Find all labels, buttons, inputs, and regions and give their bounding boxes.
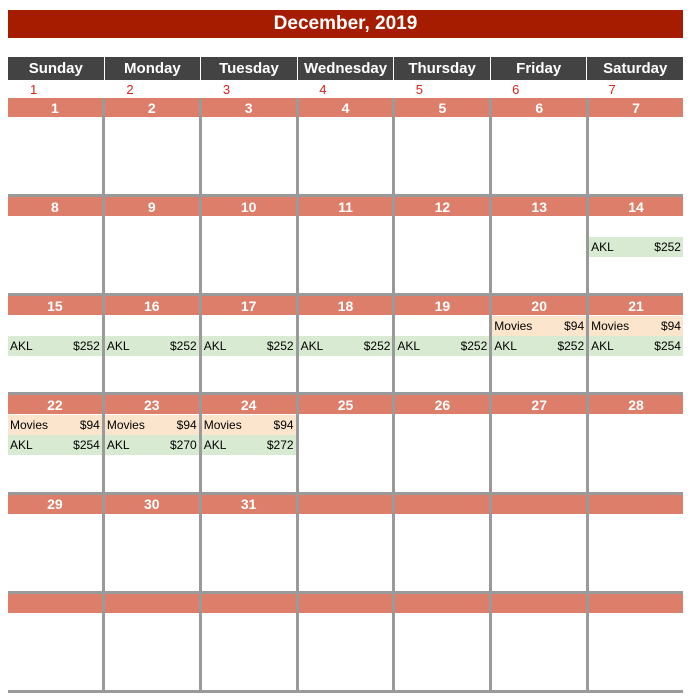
event-amount: $94	[176, 418, 197, 433]
day-number: 18	[299, 296, 393, 315]
column-index: 2	[126, 82, 134, 97]
event-label: Movies	[106, 418, 145, 433]
event-label: Movies	[494, 319, 533, 334]
day-cell[interactable]	[8, 197, 102, 293]
day-cell[interactable]	[395, 197, 489, 293]
day-cell[interactable]	[395, 395, 489, 491]
day-number	[492, 495, 586, 514]
event-movies[interactable]	[202, 415, 296, 435]
day-cell[interactable]	[202, 197, 296, 293]
day-number: 22	[8, 395, 102, 414]
day-number: 8	[8, 197, 102, 216]
event-amount: $252	[170, 339, 197, 354]
calendar-title: December, 2019	[8, 10, 683, 38]
day-cell[interactable]	[105, 395, 199, 491]
column-index: 4	[319, 82, 327, 97]
column-index: 6	[512, 82, 520, 97]
day-number	[589, 594, 683, 613]
day-cell[interactable]	[299, 296, 393, 392]
event-amount: $252	[460, 339, 488, 354]
day-cell[interactable]	[395, 296, 489, 392]
day-number: 24	[202, 395, 296, 414]
day-number: 16	[105, 296, 199, 315]
day-cell[interactable]	[299, 495, 393, 591]
day-cell[interactable]	[8, 594, 102, 690]
day-cell[interactable]	[105, 495, 199, 591]
day-number: 6	[492, 98, 586, 117]
day-cell[interactable]	[492, 98, 586, 194]
day-number: 2	[105, 98, 199, 117]
weekday-sunday: Sunday	[8, 57, 104, 80]
event-label: AKL	[300, 339, 324, 354]
event-amount: $94	[660, 319, 681, 334]
day-cell[interactable]	[395, 98, 489, 194]
day-number: 23	[105, 395, 199, 414]
column-index-row	[8, 82, 683, 98]
event-amount: $252	[73, 339, 100, 354]
event-label: Movies	[10, 418, 49, 433]
event-akl[interactable]	[202, 435, 296, 455]
event-amount: $272	[266, 438, 294, 453]
day-cell[interactable]	[202, 395, 296, 491]
day-number: 4	[299, 98, 393, 117]
day-number: 15	[8, 296, 102, 315]
day-cell[interactable]	[202, 296, 296, 392]
day-cell[interactable]	[395, 495, 489, 591]
column-index: 1	[30, 82, 38, 97]
day-cell[interactable]	[492, 594, 586, 690]
day-cell[interactable]	[105, 296, 199, 392]
weekday-friday: Friday	[491, 57, 587, 80]
day-number: 10	[202, 197, 296, 216]
event-akl[interactable]	[589, 237, 683, 257]
weekday-saturday: Saturday	[587, 57, 683, 80]
day-number	[395, 495, 489, 514]
weekday-thursday: Thursday	[394, 57, 490, 80]
event-amount: $252	[557, 339, 585, 354]
day-cell[interactable]	[589, 495, 683, 591]
column-index: 7	[608, 82, 616, 97]
event-label: AKL	[203, 339, 227, 354]
day-cell[interactable]	[395, 594, 489, 690]
day-cell[interactable]	[299, 395, 393, 491]
weekday-tuesday: Tuesday	[201, 57, 297, 80]
weekday-wednesday: Wednesday	[298, 57, 394, 80]
event-label: AKL	[106, 339, 130, 354]
event-amount: $252	[654, 240, 681, 255]
day-cell[interactable]	[492, 495, 586, 591]
day-number: 19	[395, 296, 489, 315]
day-number: 14	[589, 197, 683, 216]
event-akl[interactable]	[202, 336, 296, 356]
day-number: 9	[105, 197, 199, 216]
day-number: 29	[8, 495, 102, 514]
event-akl[interactable]	[105, 336, 199, 356]
event-label: AKL	[10, 438, 33, 453]
day-cell[interactable]	[589, 296, 683, 392]
day-cell[interactable]	[589, 98, 683, 194]
event-label: AKL	[591, 240, 614, 255]
event-akl[interactable]	[105, 435, 199, 455]
event-movies[interactable]	[492, 316, 586, 336]
event-amount: $252	[266, 339, 294, 354]
day-number: 21	[589, 296, 683, 315]
column-index: 5	[415, 82, 423, 97]
day-number	[395, 594, 489, 613]
day-cell[interactable]	[8, 296, 102, 392]
day-number: 31	[202, 495, 296, 514]
day-cell[interactable]	[8, 395, 102, 491]
day-cell[interactable]	[105, 197, 199, 293]
event-amount: $94	[79, 418, 100, 433]
day-cell[interactable]	[492, 296, 586, 392]
day-cell[interactable]	[105, 98, 199, 194]
day-number	[589, 495, 683, 514]
day-cell[interactable]	[492, 395, 586, 491]
event-akl[interactable]	[492, 336, 586, 356]
day-cell[interactable]	[202, 594, 296, 690]
day-cell[interactable]	[299, 594, 393, 690]
column-index: 3	[222, 82, 231, 97]
day-number	[202, 594, 296, 613]
event-akl[interactable]	[589, 336, 683, 356]
day-number: 30	[105, 495, 199, 514]
day-number: 26	[395, 395, 489, 414]
event-amount: $94	[273, 418, 294, 433]
event-label: AKL	[397, 339, 421, 354]
day-number	[492, 594, 586, 613]
event-label: Movies	[591, 319, 630, 334]
event-amount: $94	[564, 319, 585, 334]
weekday-header-row	[8, 57, 683, 80]
day-number: 25	[299, 395, 393, 414]
event-movies[interactable]	[8, 415, 102, 435]
event-akl[interactable]	[8, 336, 102, 356]
event-label: AKL	[494, 339, 517, 354]
day-number: 3	[202, 98, 296, 117]
day-number: 11	[299, 197, 393, 216]
event-label: AKL	[10, 339, 33, 354]
day-cell[interactable]	[589, 197, 683, 293]
day-number: 12	[395, 197, 489, 216]
day-number: 5	[395, 98, 489, 117]
day-number: 17	[202, 296, 296, 315]
event-label: AKL	[591, 339, 614, 354]
event-akl[interactable]	[395, 336, 489, 356]
day-number: 20	[492, 296, 586, 315]
event-amount: $252	[363, 339, 391, 354]
calendar-grid	[8, 98, 683, 693]
day-number: 1	[8, 98, 102, 117]
event-movies[interactable]	[589, 316, 683, 336]
day-cell[interactable]	[202, 495, 296, 591]
day-number	[299, 495, 393, 514]
day-cell[interactable]	[299, 197, 393, 293]
weekday-monday: Monday	[105, 57, 201, 80]
day-number: 27	[492, 395, 586, 414]
event-amount: $254	[73, 438, 100, 453]
day-cell[interactable]	[202, 98, 296, 194]
event-label: Movies	[203, 418, 242, 433]
day-number	[8, 594, 102, 613]
event-label: AKL	[106, 438, 130, 453]
day-number	[105, 594, 199, 613]
day-cell[interactable]	[299, 98, 393, 194]
day-number: 7	[589, 98, 683, 117]
event-akl[interactable]	[8, 435, 102, 455]
day-number: 28	[589, 395, 683, 414]
day-cell[interactable]	[8, 495, 102, 591]
event-label: AKL	[203, 438, 227, 453]
day-number	[299, 594, 393, 613]
day-cell[interactable]	[492, 197, 586, 293]
event-akl[interactable]	[299, 336, 393, 356]
event-amount: $254	[654, 339, 681, 354]
day-cell[interactable]	[589, 395, 683, 491]
event-amount: $270	[170, 438, 197, 453]
event-movies[interactable]	[105, 415, 199, 435]
day-cell[interactable]	[105, 594, 199, 690]
day-cell[interactable]	[589, 594, 683, 690]
day-cell[interactable]	[8, 98, 102, 194]
day-number: 13	[492, 197, 586, 216]
